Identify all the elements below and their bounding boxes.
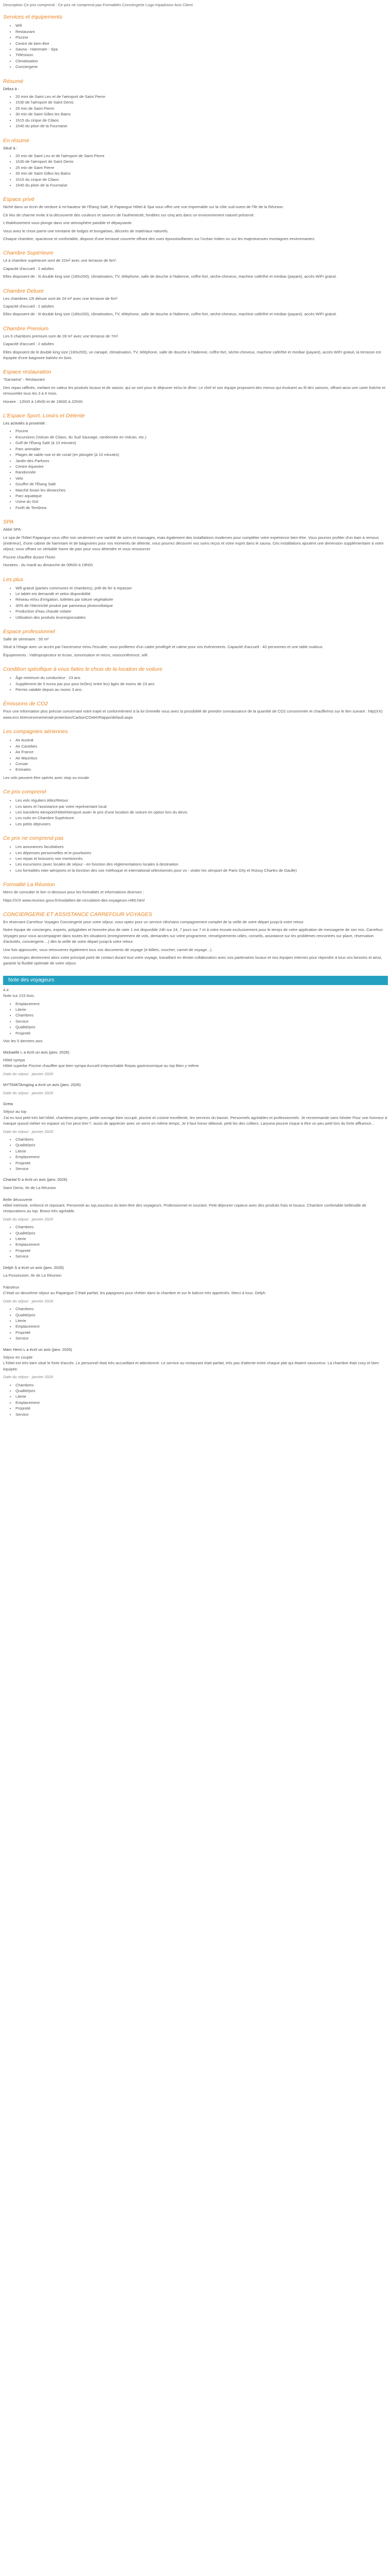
list-item: • Plages de sable noir et de corail (en plongée (à 10 minutes) <box>15 452 388 457</box>
list-item: • 25 min de Saint Pierre <box>15 106 388 111</box>
list-item: • Parc animalier <box>15 446 388 452</box>
paragraph: Capacité d'accueil : 2 adultes <box>3 304 54 309</box>
en-resume-sub: Situé à : <box>3 145 18 150</box>
list-item: • Forêt de Tembrea <box>15 505 388 511</box>
review-item <box>3 1082 388 1096</box>
section-title-spa: SPA <box>3 519 14 526</box>
section-title-services: Services et équipements <box>3 14 62 21</box>
compagnies-note: Les vols peuvent être opérés avec stop ou escale <box>3 775 89 780</box>
list-item: • Emplacement <box>15 1242 388 1247</box>
list-item: • Réseau et/ou d'irrigation, toilettes par toiture végétalisée <box>15 597 388 602</box>
paragraph: Horaires : du mardi au dimanche de 09h00 à 19h00. <box>3 563 94 568</box>
list-item: • Wifi gratuit (parties communes et chambres), prêt de fer à repasser <box>15 585 388 591</box>
list-item: • Les nuits en Chambre Supérieure <box>15 815 388 821</box>
paragraph: Situé à l'étage avec un accès par l'ascenseur et/ou l'escalier, vous profiterez d'un cadre privilégié et calme pour vos événements. Capacité d'accueil : 40 personnes et une table ovaloux. <box>3 645 324 650</box>
review-author: MYT646TAmgiixg a écrit un avis (janv. 2026) <box>3 1082 81 1088</box>
review-author: Mickaelle L a écrit un avis (janv. 2026) <box>3 1049 70 1055</box>
sport-sub: Les activités à proximité : <box>3 421 47 426</box>
section-title-en-resume: En résumé <box>3 137 29 144</box>
list-item: • 1h30 de l'aéroport de Saint Denis <box>15 159 388 164</box>
section-title-chambre-deluxe: Chambre Deluxe <box>3 287 44 294</box>
paragraph: Les 6 chambres premium sont de 28 m² avec une terrasse de 7m². <box>3 333 119 338</box>
paragraph: Piscine chauffée durant l'hiver. <box>3 554 56 560</box>
paragraph: Salle de séminaire : 55 m² <box>3 637 49 642</box>
review-ratings-list <box>3 1137 388 1172</box>
list-item: • Chambres <box>15 1137 388 1142</box>
review-author: Chantal D a écrit un avis (janv. 2026) <box>3 1177 68 1182</box>
list-item: • Les petits déjeuners <box>15 821 388 827</box>
section-title-conciergerie: CONCIERGERIE ET ASSISTANCE CARREFOUR VOYAGES <box>3 911 152 918</box>
sport-list <box>3 428 388 511</box>
review-author: Marc Henri L a écrit un avis (janv. 2026) <box>3 1347 72 1352</box>
list-item: • Chambres <box>15 1382 388 1388</box>
review-ratings-list <box>3 1224 388 1259</box>
reviews-list <box>3 1049 388 1418</box>
review-author: Delph S a écrit un avis (janv. 2026) <box>3 1265 64 1270</box>
list-item: • Les excursions (avec locales de séjour - en fonction des réglementations locales à destination <box>15 861 388 867</box>
list-item: • Literie <box>15 1236 388 1242</box>
list-item: • Literie <box>15 1148 388 1154</box>
list-item: • Sauna - Hammam - Spa <box>15 46 388 52</box>
emissions-text <box>3 708 388 720</box>
section-title-sport: L'Espace Sport, Loisirs et Détente <box>3 413 85 419</box>
section-title-resume: Résumé <box>3 78 24 84</box>
list-item: • Les transferts Aéroport/Hôtel/Aéroport aval+ le prix d'une location de voiture en option lors du devis <box>15 809 388 815</box>
list-item: • Service <box>15 1253 388 1259</box>
resume-list <box>3 94 388 129</box>
section-title-prix-comprend: Ce prix comprend <box>3 789 46 795</box>
list-item: • 30 min de Saint Gilles les Bains <box>15 171 388 176</box>
list-item: • Qualité/prix <box>15 1388 388 1394</box>
section-title-les-plus: Les plus <box>3 576 24 583</box>
review-item <box>3 1049 388 1077</box>
paragraph: Elles disposent de : lit double king size (180x200), climatisation, TV, téléphone, salle de douche à l'italienne, coffre-fort, sèche-cheveux, machine café/thé et minibar (payant), accès WIFI gratuit. <box>3 312 337 317</box>
list-item: • Les assurances facultatives <box>15 844 388 850</box>
section-title-chambre-superieure: Chambre Supérieure <box>3 250 54 257</box>
prix-comprend-list <box>3 798 388 827</box>
services-list <box>3 23 388 70</box>
list-item: • Emplacement <box>15 1324 388 1329</box>
chambre-premium-text <box>3 333 388 361</box>
paragraph: Niché dans un écrin de verdure à mi-hauteur de l'Étang Salé, le Papangue Hôtel & Spa vous offre une vue imprenable sur la côte sud-ouest de l'île de la Réunion. <box>3 205 284 210</box>
review-text: Saint Denis, Ile de La Réunion Belle découverte Hôtel intimiste, enfoncé et reposant. Personnel au top,soucieux du bien-être des voyageurs. Professionnel et souriant. Petit déjeuner copieux avec des produits frais et locaux. Chambre confortable bellesalle de restaurations au top. Bravo très agréable. <box>3 1185 367 1214</box>
list-item: • Wifi <box>15 23 388 28</box>
list-item: • Service <box>15 1412 388 1417</box>
section-title-emissions: Émissions de CO2 <box>3 701 48 707</box>
conciergerie-text <box>3 919 388 967</box>
list-item: • Literie <box>15 1007 388 1012</box>
list-item: • Emirates <box>15 767 388 772</box>
review-text: Séjour en couple L'hôtel est très bien situé le forte d'accès. Le personnel était très accueillant et attentionné. Le service au restaurant était parfait, très pas d'attente entre chaque plat qui étaient savoureux. La chambre était cosy et bien équipée. <box>3 1354 379 1371</box>
list-item: • Emplacement <box>15 1154 388 1160</box>
list-item: • Parc aquatique <box>15 493 388 499</box>
review-date: Date du séjour : janvier 2026 <box>3 1298 54 1303</box>
list-item: • 1h15 du cirque de Cilaos <box>15 117 388 123</box>
list-item: • Air Austral <box>15 737 388 743</box>
list-item: • Literie <box>15 1318 388 1324</box>
review-ratings-list <box>3 1382 388 1417</box>
review-date: Date du séjour : janvier 2026 <box>3 1216 54 1222</box>
list-item: • Propreté <box>15 1160 388 1166</box>
list-item: • Les repas et boissons non mentionnés <box>15 856 388 861</box>
list-item: • Excursions (Volcan de Cilaos, du Sud Sauvage, randonnée en Volcan, etc.) <box>15 434 388 440</box>
list-item: • Qualité/prix <box>15 1312 388 1318</box>
list-item: • 30% de l'électricité produit par panneaux photovoltaïque <box>15 603 388 608</box>
list-item: • 20 mini de Saint Leu et de l'aéroport de Saint Pierre <box>15 94 388 99</box>
list-item: • Marché forain les dimanches <box>15 487 388 493</box>
list-item: • Qualité/prix <box>15 1024 388 1030</box>
list-item: • Les taxes et l'assistance par votre représentant local <box>15 804 388 809</box>
list-item: • Chambres <box>15 1224 388 1230</box>
review-text: La Possession, Ile de La Réunion Fabuleux C'était un deuxième séjour au Papangue C'était parfait, les papignons pour chétier dans la chambre et sur le balcon très appréciés. Merci à tous. Delph. <box>3 1273 267 1296</box>
list-item: • Télévision <box>15 52 388 58</box>
compagnies-list <box>3 737 388 772</box>
list-item: • 1h40 du piton de la Fournaise <box>15 123 388 129</box>
list-item: • Usine du Gol <box>15 499 388 504</box>
list-item: • Production d'eau chaude solaire <box>15 608 388 614</box>
list-item: • Permis valable depuis au moins 3 ans. <box>15 687 388 692</box>
review-item <box>3 1177 388 1259</box>
list-item: • 30 min de Saint Gilles les Bains <box>15 111 388 117</box>
list-item: • Service <box>15 1166 388 1172</box>
review-date: Date du séjour : janvier 2026 <box>3 1129 54 1134</box>
section-title-restauration: Espace restauration <box>3 369 52 376</box>
review-author: Greta <box>3 1101 13 1106</box>
list-item: • 1h30 de l'aéroport de Saint Denis <box>15 99 388 105</box>
paragraph: Vos concierges deviennent alors votre principal point de contact durant tout votre voyage, travaillant en étroite collaboration avec nos partenaires locaux et nos équipes internes pour répondre à tous vos besoins et ainsi, garantir la fluidité optimale de votre séjour. <box>3 955 382 966</box>
paragraph: Notre équipe de concierges, experts, polyglottes et honorée plus de rater 1 est disponible 24h sur 24, 7 jours sur 7 et à votre écoute exclusivement pour le temps de votre application de messagerie de son mis. Carrefour Voyages pour vous accompagner dans toutes les situations (enregistrement de vols, demandes sur votre programme, renseignements utiles, conseils, assistance sur les problèmes rencontrés sur place, réservation d'activités, conciergerie....) dès la veille de votre départ jusqu'à votre retour. <box>3 927 383 944</box>
section-title-espace-pro: Espace professionnel <box>3 629 55 635</box>
paragraph: L'établissement vous plonge dans une atmosphère paisible et dépaysante. <box>3 221 133 226</box>
list-item: • Le tablet est demandé et selon disponibilité <box>15 591 388 597</box>
list-item: • Literie <box>15 1394 388 1399</box>
list-item: • Air Caraïbes <box>15 743 388 749</box>
paragraph: Vous avez le choix parmi une trentaine de lodges et bungalows, décorés de matériaux naturels. <box>3 228 169 233</box>
list-item: • Randonnée <box>15 469 388 475</box>
section-title-conditions: Condition spécifique à vous faites le choix de la location de voiture <box>3 666 162 673</box>
review-date: Date du séjour : janvier 2026 <box>3 1375 54 1380</box>
review-summary-note: Voir les 5 derniers avis <box>3 1039 43 1044</box>
list-item: • Conciergerie <box>15 64 388 70</box>
list-item: • Corsair <box>15 761 388 767</box>
list-item: • Emplacement <box>15 1400 388 1405</box>
conditions-list <box>3 675 388 692</box>
paragraph: https://X/X www.reunion.gouv.fr/modalites-de-circulation-des-voyageurs-r460.html <box>3 897 145 903</box>
list-item: • Les vols réguliers Allez/Retour <box>15 798 388 803</box>
paragraph: Abbé SPA <box>3 527 21 532</box>
review-item <box>3 1265 388 1342</box>
paragraph: Elles disposent de lit double king size (180x200), un canapé, climatisation, TV, téléphone, salle de douche à l'italienne, coffre-fort, sèche-cheveux, machine café/thé et minibar (payant), accès WIFI gratuit, la terrasse est équipée d'une baignoire balnéo en bois. <box>3 349 381 361</box>
paragraph: Lit à chambre supérieure sont de 22m² avec une terrasse de 6m². <box>3 258 117 263</box>
list-item: • Piscine <box>15 35 388 40</box>
description-line: Description Ce prix comprend : Ce prix ne comprend pas Formalités Conciergerie Logo tripadvisor Avis Client <box>3 3 193 7</box>
paragraph: Une fois approuvée, vous retrouverez également tous vos documents de voyage (e-billets, voucher, carnet de voyage...). <box>3 947 213 952</box>
list-item: • Les formalités inter-aéroports et la fonction des voir méthoque et international sélectionnés pour vo - visiter les séroport de Paris Orly et Roissy Charles de Gaulle) <box>15 868 388 873</box>
list-item: • Centre de bien-être <box>15 41 388 46</box>
list-item: • Propreté <box>15 1248 388 1253</box>
review-date: Date du séjour : janvier 2026 <box>3 1090 54 1095</box>
list-item: • 1h15 du cirque de Cilaos <box>15 177 388 182</box>
paragraph: Horaire : 12h00 à 14h00 et de 19h00 à 22h00. <box>3 399 84 404</box>
list-item: • Propreté <box>15 1030 388 1036</box>
review-score: 4.4 <box>3 987 9 992</box>
section-title-formalites: Formalité La Réunion <box>3 882 55 888</box>
paragraph: Merci de consulter le lien ci-dessous pour les formalités et informations diverses : <box>3 890 144 895</box>
review-summary-list <box>3 1001 388 1036</box>
section-title-compagnies: Les compagnies aériennes <box>3 728 68 735</box>
list-item: • Service <box>15 1019 388 1024</box>
list-item: • Qualité/prix <box>15 1142 388 1148</box>
review-text: Séjour au top J'ai eu tout petit très bel hôtel, chambres propres, petite ouvrage bien occupé, piscine et cuisine excellente, les services du bassin. Personnels agréables et professionnels. Je recommande sans hésiter Pour une honneur à marque quoud métier en espace où l'on peut tirer l'. aussi de apprécier avec un verre en même temps. Je il faut honor déboisé, petit les des colliers. Laryuna piscine risque à être un peu petit lors du forte affluence... <box>3 1109 387 1126</box>
list-item: • Chambres <box>15 1012 388 1018</box>
espace-pro-text <box>3 636 388 658</box>
list-item: • Velo <box>15 476 388 481</box>
list-item: • Supplément de 5 euros par jour pour le/(les) entre les) âgés de moins de 23 ans <box>15 681 388 687</box>
paragraph: Capacité d'accueil : 2 adultes <box>3 342 54 347</box>
paragraph: Le spa de l'hôtel Papangue vous offre non seulement une variété de soins et massages, mais également des installations modernes pour compléter votre expérience bien-être. Vous pourrez profiter d'un bain à remous (extérieur), d'une cabine de hammam et de baignoires pour vos moments de détente, vous pourrez découvrir vos soins reçus et votre esprit dans le sauna. Ces installations ajoutent une dimension supplémentaire à votre séjour, vous offrant un véritable havre de paix pour vous détendre et vous ressourcer. <box>3 535 384 552</box>
paragraph: En réservant Carrefour Voyages Conciergerie pour votre séjour, vous optez pour un service clés/sans compagnement complet de la veille de votre départ jusqu'à votre retour. <box>3 920 304 924</box>
espace-prive-text <box>3 204 388 242</box>
list-item: • Climatisation <box>15 58 388 64</box>
chambre-deluxe-text <box>3 296 388 317</box>
en-resume-list <box>3 153 388 188</box>
paragraph: Ce lieu de charme invite à la découverte des couleurs et saveurs de l'authenticité, fondées sur cinq arts dans un environnement naturel préservé. <box>3 212 255 217</box>
paragraph: Chaque chambre, spacieuse et confortable, dispose d'une terrasse couverte offrant des vues époustouflantes sur l'océan Indien ou sur les majestueuses montagnes environnantes. <box>3 236 316 241</box>
review-text: Hôtel sympa Hôtel superbe Piscine chauffée que bien sympa Accueil irréprochable Repas gastronomique au top Bien y même <box>3 1057 199 1069</box>
paragraph: Des repas raffinés, mettant en valeur les produits locaux et de saison, qui se sert pour le déjeuner et/ou le dîner. Le chef et son équipe proposent des menus qui évoluent au fil des saisons, offrant ainsi une carte fraîche et renouvelée tous les 3 à 4 mois. <box>3 385 385 396</box>
spa-text <box>3 527 388 568</box>
list-item: • 1h40 du piton de la Fournaise <box>15 182 388 188</box>
list-item: • 25 min de Saint Pierre <box>15 165 388 171</box>
resume-sub: Début à : <box>3 86 19 91</box>
list-item: • Qualité/prix <box>15 1230 388 1236</box>
review-score-sub: Note sur 215 Avis. <box>3 993 35 998</box>
list-item: • Piscine <box>15 428 388 434</box>
restauration-text <box>3 377 388 404</box>
list-item: • Gouffre de l'Étang Salé <box>15 481 388 487</box>
chambre-superieure-text <box>3 258 388 279</box>
section-title-chambre-premium: Chambre Premium <box>3 325 49 332</box>
list-item: • Centre équestre <box>15 464 388 469</box>
section-title-espace-prive: Espace privé <box>3 196 35 203</box>
list-item: • Les dépenses personnelles et le pourboires <box>15 850 388 856</box>
review-date: Date du séjour : janvier 2026 <box>3 1071 54 1076</box>
review-ratings-list <box>3 1306 388 1341</box>
list-item: • Jardin des Parfums <box>15 458 388 464</box>
list-item: • Utilisation des produits écoresponsables <box>15 615 388 620</box>
paragraph: Pour une information plus précise concernant votre trajet et conformément à la loi Grenelle vous avez la possibilité de prendre connaissance de la quantité de CO2 consommée et chauffe/mis sur le lien suivant : http(XX) www.eco.ht/environnemental-protection/CarbonCO4eh/Rappo/default.aspx <box>3 709 383 720</box>
list-item: • Propreté <box>15 1405 388 1411</box>
list-item: • 20 min de Saint Leu et de l'aéroport de Saint Pierre <box>15 153 388 159</box>
list-item: • Âge minimum du conducteur : 23 ans <box>15 675 388 681</box>
paragraph: "Garsama" - Restaurant <box>3 377 45 382</box>
paragraph: Les chambres 1/6 deluxe sont de 24 m² avec une terrasse de 6m² <box>3 296 118 301</box>
list-item: • Propreté <box>15 1330 388 1335</box>
list-item: • Air France <box>15 749 388 755</box>
list-item: • Restaurant <box>15 29 388 35</box>
paragraph: Équipements : Vidéoprojecteur et écran, sonorisation et micro, visioconférence, wifi <box>3 652 148 657</box>
section-title-prix-non-compris: Ce prix ne comprend pas <box>3 835 64 842</box>
review-item <box>3 1347 388 1417</box>
les-plus-list <box>3 585 388 620</box>
paragraph: Capacité d'accueil : 2 adultes <box>3 266 54 271</box>
list-item: • Golf de l'Étang Salé (à 10 minutes) <box>15 440 388 446</box>
list-item: • Chambres <box>15 1306 388 1312</box>
paragraph: Elles disposent de : lit double king size (180x200), climatisation, TV, téléphone, salle de douche à l'italienne, coffre-fort, sèche-cheveux, machine café/thé et minibar (payant), accès WIFI gratuit. <box>3 274 337 279</box>
prix-non-compris-list <box>3 844 388 873</box>
list-item: • Service <box>15 1335 388 1341</box>
list-item: • Air Mauritius <box>15 755 388 761</box>
review-item <box>3 1101 388 1172</box>
list-item: • Emplacement <box>15 1001 388 1007</box>
formalites-text <box>3 889 388 903</box>
reviews-header-bar: Note des voyageurs <box>3 976 388 985</box>
